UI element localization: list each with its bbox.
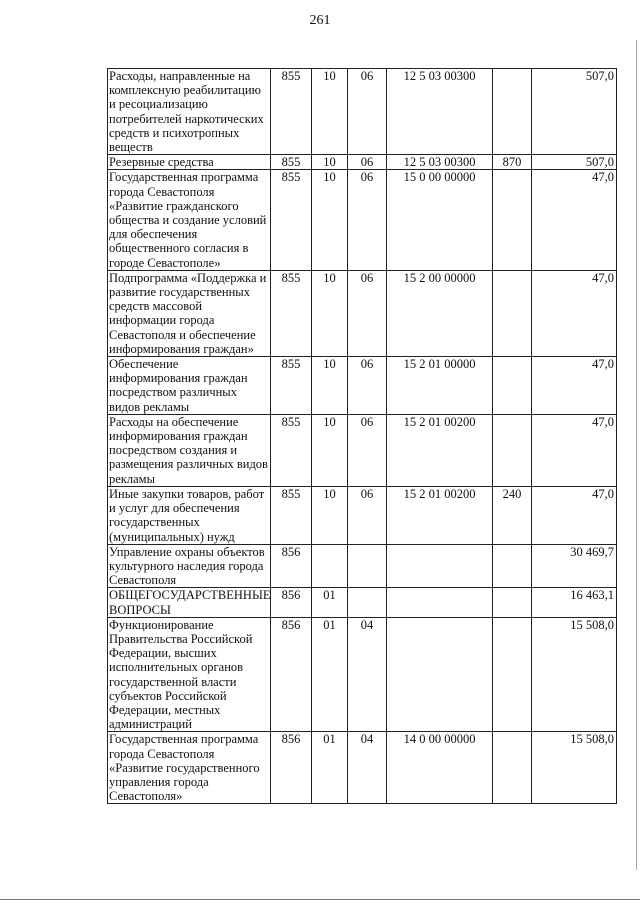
department-code-cell: 856 xyxy=(271,544,312,588)
section-code-cell xyxy=(312,544,348,588)
section-code-cell: 10 xyxy=(312,414,348,486)
row-name-cell: Расходы, направленные на комплексную реабилитацию и ресоциализацию потребителей наркотических средств и психотропных веществ xyxy=(108,69,271,155)
table-row xyxy=(108,69,617,155)
expense-type-cell xyxy=(493,357,532,415)
row-name-cell: Иные закупки товаров, работ и услуг для обеспечения государственных (муниципальных) нужд xyxy=(108,486,271,544)
expense-type-cell xyxy=(493,270,532,356)
section-code-cell: 01 xyxy=(312,617,348,732)
subsection-code-cell: 04 xyxy=(348,732,387,804)
department-code-cell: 855 xyxy=(271,69,312,155)
amount-cell: 15 508,0 xyxy=(532,732,617,804)
page-number: 261 xyxy=(309,13,331,28)
table-row xyxy=(108,588,617,617)
table-row xyxy=(108,732,617,804)
table-body xyxy=(108,69,617,804)
row-name-cell: Обеспечение информирования граждан посредством различных видов рекламы xyxy=(108,357,271,415)
section-code-cell: 10 xyxy=(312,69,348,155)
department-code-cell: 855 xyxy=(271,155,312,170)
subsection-code-cell: 06 xyxy=(348,357,387,415)
section-code-cell: 01 xyxy=(312,588,348,617)
table-row xyxy=(108,170,617,270)
expense-type-cell xyxy=(493,617,532,732)
target-article-cell: 15 2 00 00000 xyxy=(387,270,493,356)
section-code-cell: 10 xyxy=(312,486,348,544)
row-name-cell: Подпрограмма «Поддержка и развитие государственных средств массовой информации города Севастополя и обеспечение информирования граждан» xyxy=(108,270,271,356)
table-row xyxy=(108,414,617,486)
target-article-cell: 12 5 03 00300 xyxy=(387,69,493,155)
department-code-cell: 856 xyxy=(271,617,312,732)
target-article-cell: 15 0 00 00000 xyxy=(387,170,493,270)
department-code-cell: 855 xyxy=(271,414,312,486)
target-article-cell: 15 2 01 00200 xyxy=(387,486,493,544)
amount-cell: 15 508,0 xyxy=(532,617,617,732)
expense-type-cell xyxy=(493,544,532,588)
amount-cell: 507,0 xyxy=(532,69,617,155)
amount-cell: 47,0 xyxy=(532,486,617,544)
amount-cell: 47,0 xyxy=(532,357,617,415)
department-code-cell: 855 xyxy=(271,170,312,270)
expense-type-cell: 240 xyxy=(493,486,532,544)
subsection-code-cell xyxy=(348,588,387,617)
table-row xyxy=(108,357,617,415)
expense-type-cell xyxy=(493,732,532,804)
table-row xyxy=(108,486,617,544)
department-code-cell: 855 xyxy=(271,486,312,544)
row-name-cell: Государственная программа города Севастополя «Развитие гражданского общества и создание условий для обеспечения общественного согласия в городе Севастополе» xyxy=(108,170,271,270)
expense-type-cell: 870 xyxy=(493,155,532,170)
department-code-cell: 856 xyxy=(271,588,312,617)
target-article-cell xyxy=(387,588,493,617)
target-article-cell: 12 5 03 00300 xyxy=(387,155,493,170)
amount-cell: 47,0 xyxy=(532,270,617,356)
budget-table xyxy=(107,68,617,804)
subsection-code-cell: 04 xyxy=(348,617,387,732)
table-row xyxy=(108,544,617,588)
subsection-code-cell: 06 xyxy=(348,155,387,170)
expense-type-cell xyxy=(493,588,532,617)
target-article-cell xyxy=(387,544,493,588)
table-row xyxy=(108,155,617,170)
section-code-cell: 10 xyxy=(312,357,348,415)
department-code-cell: 856 xyxy=(271,732,312,804)
row-name-cell: Государственная программа города Севастополя «Развитие государственного управления города Севастополя» xyxy=(108,732,271,804)
expense-type-cell xyxy=(493,414,532,486)
section-code-cell: 10 xyxy=(312,170,348,270)
row-name-cell: Функционирование Правительства Российской Федерации, высших исполнительных органов государственной власти субъектов Российской Федерации, местных администраций xyxy=(108,617,271,732)
scan-bottom-line xyxy=(0,899,640,900)
target-article-cell: 14 0 00 00000 xyxy=(387,732,493,804)
target-article-cell: 15 2 01 00000 xyxy=(387,357,493,415)
department-code-cell: 855 xyxy=(271,270,312,356)
subsection-code-cell: 06 xyxy=(348,170,387,270)
expense-type-cell xyxy=(493,170,532,270)
row-name-cell: Резервные средства xyxy=(108,155,271,170)
subsection-code-cell xyxy=(348,544,387,588)
expense-type-cell xyxy=(493,69,532,155)
subsection-code-cell: 06 xyxy=(348,69,387,155)
department-code-cell: 855 xyxy=(271,357,312,415)
row-name-cell: Расходы на обеспечение информирования граждан посредством создания и размещения различных видов рекламы xyxy=(108,414,271,486)
row-name-cell: Управление охраны объектов культурного наследия города Севастополя xyxy=(108,544,271,588)
section-code-cell: 10 xyxy=(312,270,348,356)
scan-edge-line xyxy=(636,40,637,870)
amount-cell: 47,0 xyxy=(532,170,617,270)
table-row xyxy=(108,617,617,732)
amount-cell: 507,0 xyxy=(532,155,617,170)
target-article-cell xyxy=(387,617,493,732)
target-article-cell: 15 2 01 00200 xyxy=(387,414,493,486)
section-code-cell: 10 xyxy=(312,155,348,170)
table-row xyxy=(108,270,617,356)
amount-cell: 30 469,7 xyxy=(532,544,617,588)
subsection-code-cell: 06 xyxy=(348,414,387,486)
subsection-code-cell: 06 xyxy=(348,270,387,356)
amount-cell: 47,0 xyxy=(532,414,617,486)
amount-cell: 16 463,1 xyxy=(532,588,617,617)
row-name-cell: ОБЩЕГОСУДАРСТВЕННЫЕ ВОПРОСЫ xyxy=(109,588,271,617)
subsection-code-cell: 06 xyxy=(348,486,387,544)
section-code-cell: 01 xyxy=(312,732,348,804)
